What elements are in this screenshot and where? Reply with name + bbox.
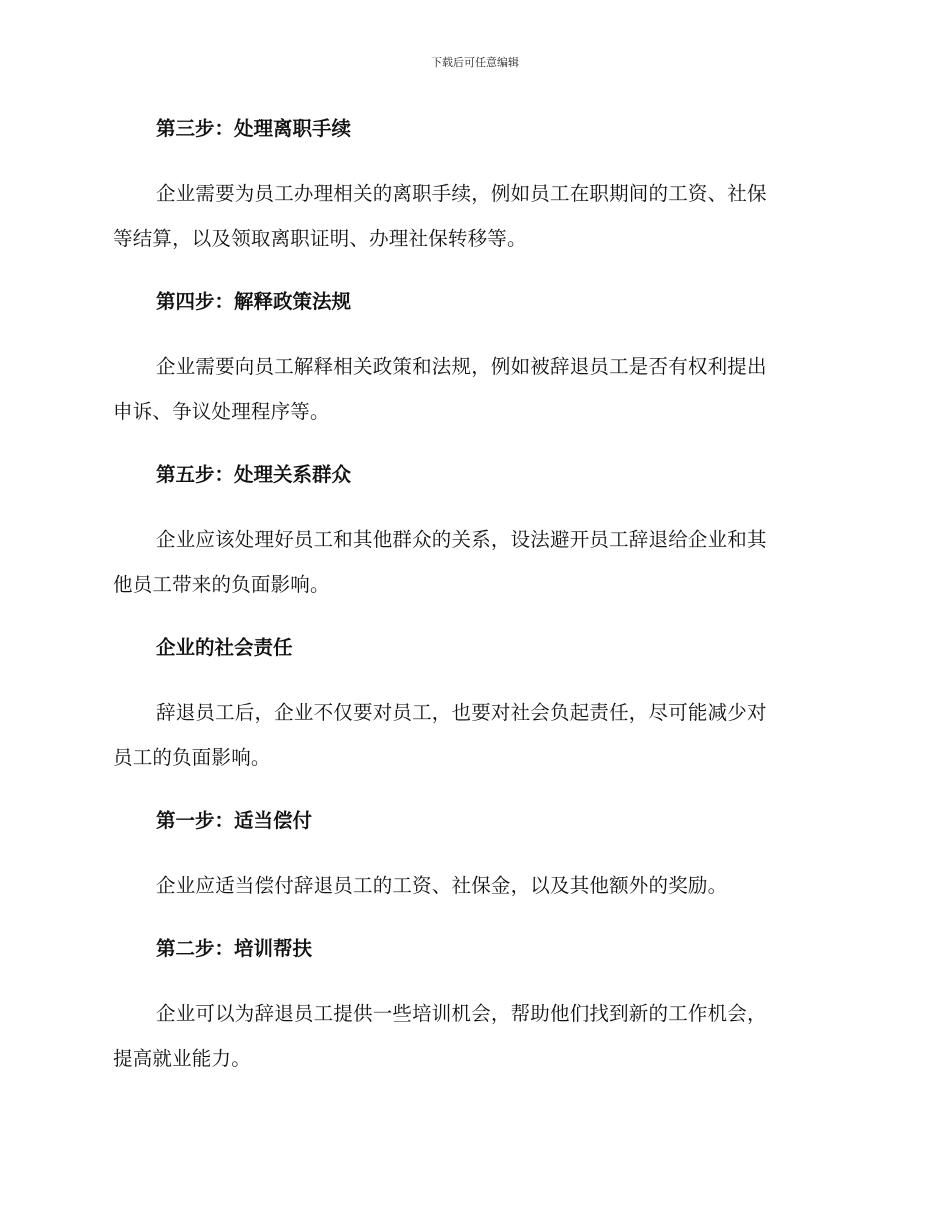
section-paragraph: [113, 991, 833, 1081]
section-step-4: [113, 287, 833, 434]
paragraph-line: 企业可以为辞退员工提供一些培训机会，帮助他们找到新的工作机会，: [156, 1002, 767, 1025]
section-heading: 第四步：解释政策法规: [156, 290, 352, 313]
section-paragraph: [113, 863, 833, 908]
paragraph-line: 申诉、争议处理程序等。: [113, 400, 330, 423]
section-paragraph: [113, 344, 833, 434]
section-step-5: [113, 460, 833, 607]
paragraph-line: 企业应该处理好员工和其他群众的关系，设法避开员工辞退给企业和其: [156, 528, 767, 551]
section-heading: 第二步：培训帮扶: [156, 937, 313, 960]
paragraph-line: 员工的负面影响。: [113, 746, 271, 769]
document-body: [113, 114, 833, 1081]
section-paragraph: [113, 690, 833, 780]
paragraph-line: 企业应适当偿付辞退员工的工资、社保金，以及其他额外的奖励。: [156, 874, 728, 897]
paragraph-line: 辞退员工后，企业不仅要对员工，也要对社会负起责任，尽可能减少对: [156, 701, 767, 724]
section-step-3: [113, 114, 833, 261]
section-step-1: [113, 806, 833, 908]
section-heading: 第五步：处理关系群众: [156, 463, 352, 486]
paragraph-line: 企业需要为员工办理相关的离职手续，例如员工在职期间的工资、社保: [156, 182, 767, 205]
paragraph-line: 企业需要向员工解释相关政策和法规，例如被辞退员工是否有权利提出: [156, 355, 767, 378]
paragraph-line: 提高就业能力。: [113, 1047, 251, 1070]
section-social-responsibility: [113, 633, 833, 780]
section-heading: 企业的社会责任: [156, 636, 293, 659]
section-paragraph: [113, 517, 833, 607]
paragraph-line: 他员工带来的负面影响。: [113, 573, 330, 596]
page-header-note: 下载后可任意编辑: [431, 56, 519, 69]
section-heading: 第三步：处理离职手续: [156, 117, 352, 140]
section-heading: 第一步：适当偿付: [156, 809, 313, 832]
section-step-2: [113, 934, 833, 1081]
paragraph-line: 等结算，以及领取离职证明、办理社保转移等。: [113, 227, 527, 250]
section-paragraph: [113, 171, 833, 261]
